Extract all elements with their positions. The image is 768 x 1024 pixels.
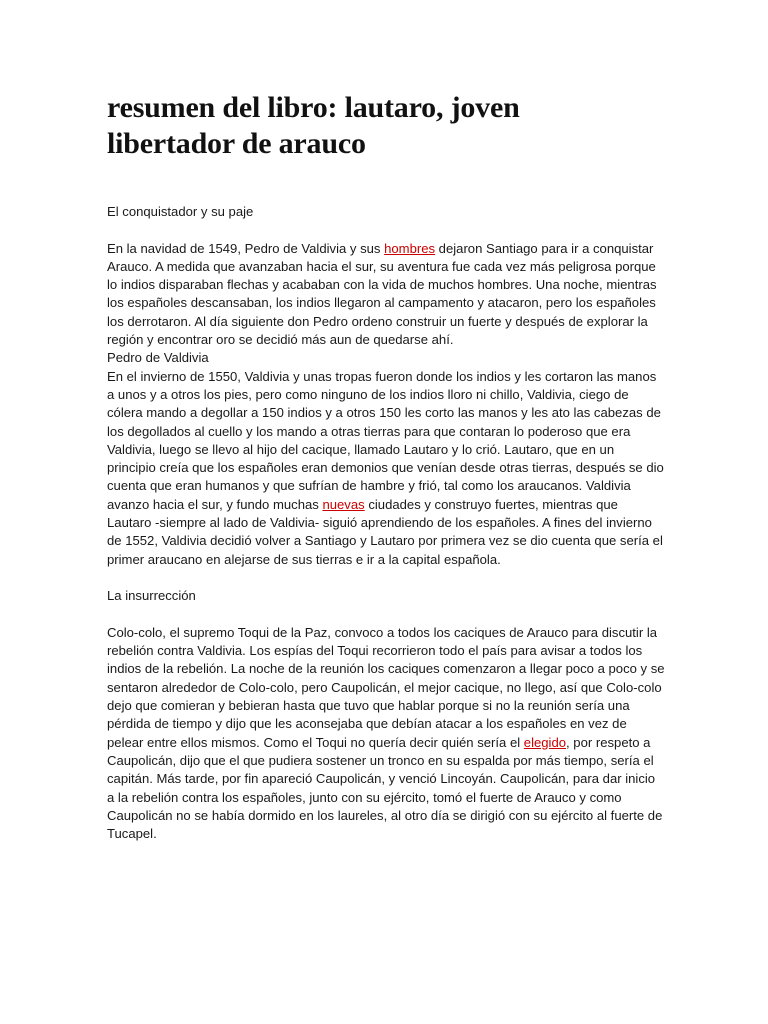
link-hombres[interactable]: hombres — [384, 240, 436, 256]
paragraph-text: En el invierno de 1550, Valdivia y unas tropas fueron donde los indios y les cortaron las manos a unos y a otros los pies, pero como ninguno de los indios lloro ni chillo, Valdivia, ciego de cólera mando a degollar a 150 indios y a otros 150 les corto las manos y les ato las cabezas de los degollados al cuello y los mando a otras tierras para que contaran lo poderoso que era Valdivia, luego se llevo al hijo del cacique, llamado Lautaro y lo crió. Lautaro, que en un principio creía que los españoles eran demonios que venían desde otras tierras, después se dio cuenta que eran humanos y que sufrían de hambre y frió, tal como los araucanos. Valdivia avanzo hacia el sur, y fundo muchas — [107, 368, 664, 512]
link-nuevas[interactable]: nuevas — [322, 496, 365, 512]
paragraph-navidad — [107, 240, 665, 350]
paragraph-text: , por respeto a Caupolicán, dijo que el que pudiera sostener un tronco en su espalda por más tiempo, sería el capitán. Más tarde, por fin apareció Caupolicán, y venció Lincoyán. Caupolicán, para dar inicio a la rebelión contra los españoles, junto con su ejército, tomó el fuerte de Arauco y como Caupolicán no se había dormido en los laureles, al otro día se dirigió con su ejército al fuerte de Tucapel. — [107, 734, 663, 842]
paragraph-text: Colo-colo, el supremo Toqui de la Paz, convoco a todos los caciques de Arauco para discutir la rebelión contra Valdivia. Los espías del Toqui recorrieron todo el país para avisar a todos los indios de la rebelión. La noche de la reunión los caciques comenzaron a llegar poco a poco y se sentaron alrededor de Colo-colo, pero Caupolicán, el mejor cacique, no llego, así que Colo-colo dejo que comieran y bebieran hasta que tuvo que hablar porque si no la reunión sería una pérdida de tiempo y dijo que les aconsejaba que debían atacar a los españoles en vez de pelear entre ellos mismos. Como el Toqui no quería decir quién sería el — [107, 624, 665, 750]
paragraph-text: ciudades y construyo fuertes, mientras que Lautaro -siempre al lado de Valdivia- siguió aprendiendo de los españoles. A fines del invierno de 1552, Valdivia decidió volver a Santiago y Lautaro por primera vez se dio cuenta que sería el primer araucano en alejarse de sus tierras e ir a la capital española. — [107, 496, 663, 567]
paragraph-colo-colo — [107, 624, 665, 844]
title-line-1: resumen del libro: lautaro, joven — [107, 91, 520, 124]
paragraph-invierno — [107, 368, 665, 569]
document-page — [107, 90, 665, 862]
paragraph-text: dejaron Santiago para ir a conquistar Arauco. A medida que avanzaban hacia el sur, su aventura fue cada vez más peligrosa porque lo indios disparaban flechas y acababan con la vida de muchos hombres. Una noche, mientras los españoles descansaban, los indios llegaron al campamento y atacaron, pero los españoles los derrotaron. Al día siguiente don Pedro ordeno construir un fuerte y después de explorar la región y encontrar oro se decidió más aun de quedarse ahí. — [107, 240, 657, 348]
paragraph-text: En la navidad de 1549, Pedro de Valdivia y sus — [107, 240, 385, 256]
link-elegido[interactable]: elegido — [523, 734, 567, 750]
section-heading-insurreccion: La insurrección — [107, 588, 196, 604]
section-heading-valdivia: Pedro de Valdivia — [107, 350, 209, 366]
title-line-2: libertador de arauco — [107, 127, 366, 160]
document-body — [107, 203, 665, 843]
section-heading-conquistador: El conquistador y su paje — [107, 204, 254, 219]
page-title — [107, 90, 665, 162]
